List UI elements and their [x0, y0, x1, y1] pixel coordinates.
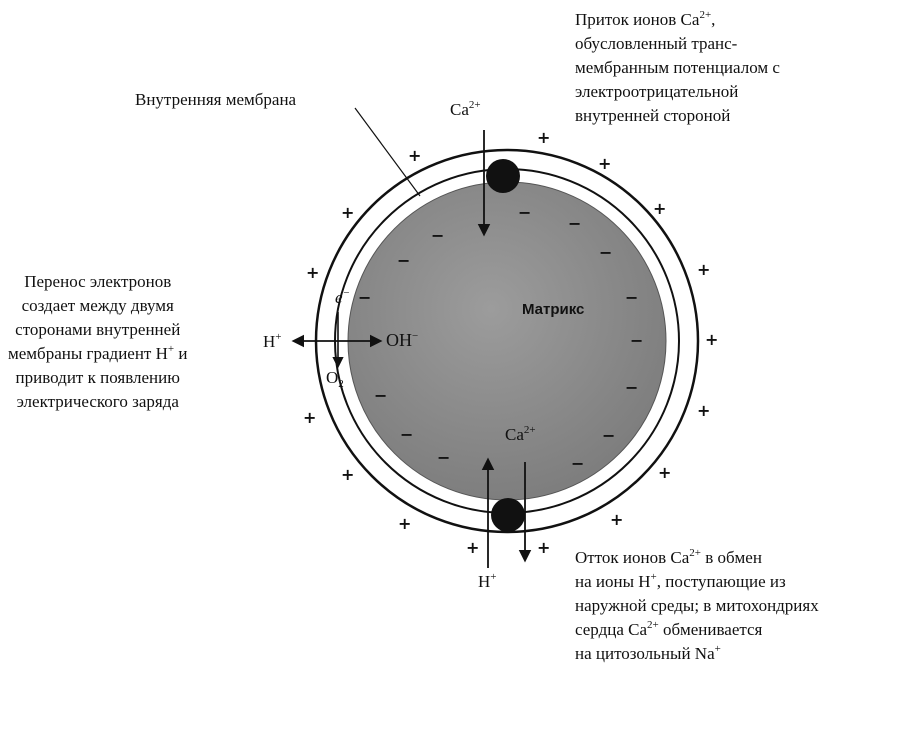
minus-sign: −: [400, 425, 414, 444]
inner-membrane-label: Внутренняя мембрана: [135, 90, 297, 109]
plus-sign: +: [610, 510, 624, 529]
note-line: Отток ионов $Ca^{2+}$ в обмен: [575, 547, 762, 567]
ca-efflux-carrier: [491, 498, 525, 532]
minus-sign: −: [374, 386, 388, 405]
ca-influx-label: $Ca^{2+}$: [450, 99, 481, 119]
plus-sign: +: [697, 260, 711, 279]
note-line: Приток ионов $Ca^{2+}$,: [575, 9, 716, 29]
plus-sign: +: [341, 465, 355, 484]
minus-sign: −: [518, 203, 532, 222]
plus-sign: +: [408, 146, 422, 165]
note-line: мембранным потенциалом с: [575, 58, 780, 77]
plus-sign: +: [537, 538, 551, 557]
plus-sign: +: [537, 128, 551, 147]
plus-sign: +: [306, 263, 320, 282]
note-line: наружной среды; в митохондриях: [575, 596, 819, 615]
plus-sign: +: [598, 154, 612, 173]
plus-sign: +: [697, 401, 711, 420]
minus-sign: −: [602, 426, 616, 445]
note-calcium-influx: [575, 8, 780, 128]
h-exchange-label: H+: [478, 571, 497, 591]
plus-sign: +: [658, 463, 672, 482]
ca-influx-carrier: [486, 159, 520, 193]
note-line: внутренней стороной: [575, 106, 731, 125]
note-line: на ионы H+, поступающие из: [575, 571, 786, 591]
oxygen-label: $O_2$: [326, 368, 344, 390]
minus-sign: −: [571, 454, 585, 473]
note-line: сторонами внутренней: [15, 320, 181, 339]
note-line: сердца $Ca^{2+}$ обменивается: [575, 619, 763, 639]
hydroxide-label: OH−: [386, 330, 419, 350]
minus-sign: −: [358, 288, 372, 307]
plus-sign: +: [705, 330, 719, 349]
plus-sign: +: [653, 199, 667, 218]
note-line: электроотрицательной: [575, 82, 739, 101]
note-line: приводит к появлению: [15, 368, 180, 387]
note-electron-transport: [8, 270, 187, 414]
note-line: Перенос электронов: [24, 272, 172, 291]
note-line: создает между двумя: [21, 296, 174, 315]
plus-sign: +: [398, 514, 412, 533]
minus-sign: −: [568, 214, 582, 233]
minus-sign: −: [437, 448, 451, 467]
electron-label: e−: [335, 287, 350, 307]
note-line: обусловленный транс-: [575, 34, 738, 53]
minus-sign: −: [431, 226, 445, 245]
h-proton-label: H+: [263, 331, 282, 351]
note-line: на цитозольный Na+: [575, 643, 721, 663]
note-line: мембраны градиент H+ и: [8, 343, 188, 363]
note-calcium-efflux: [575, 546, 819, 666]
plus-sign: +: [341, 203, 355, 222]
plus-sign: +: [303, 408, 317, 427]
ca-matrix-label: $Ca^{2+}$: [505, 424, 536, 444]
minus-sign: −: [625, 288, 639, 307]
plus-sign: +: [466, 538, 480, 557]
minus-sign: −: [599, 243, 613, 262]
minus-sign: −: [397, 251, 411, 270]
minus-sign: −: [630, 331, 644, 350]
minus-sign: −: [625, 378, 639, 397]
matrix-label: Матрикс: [522, 301, 585, 318]
note-line: электрического заряда: [16, 392, 179, 411]
